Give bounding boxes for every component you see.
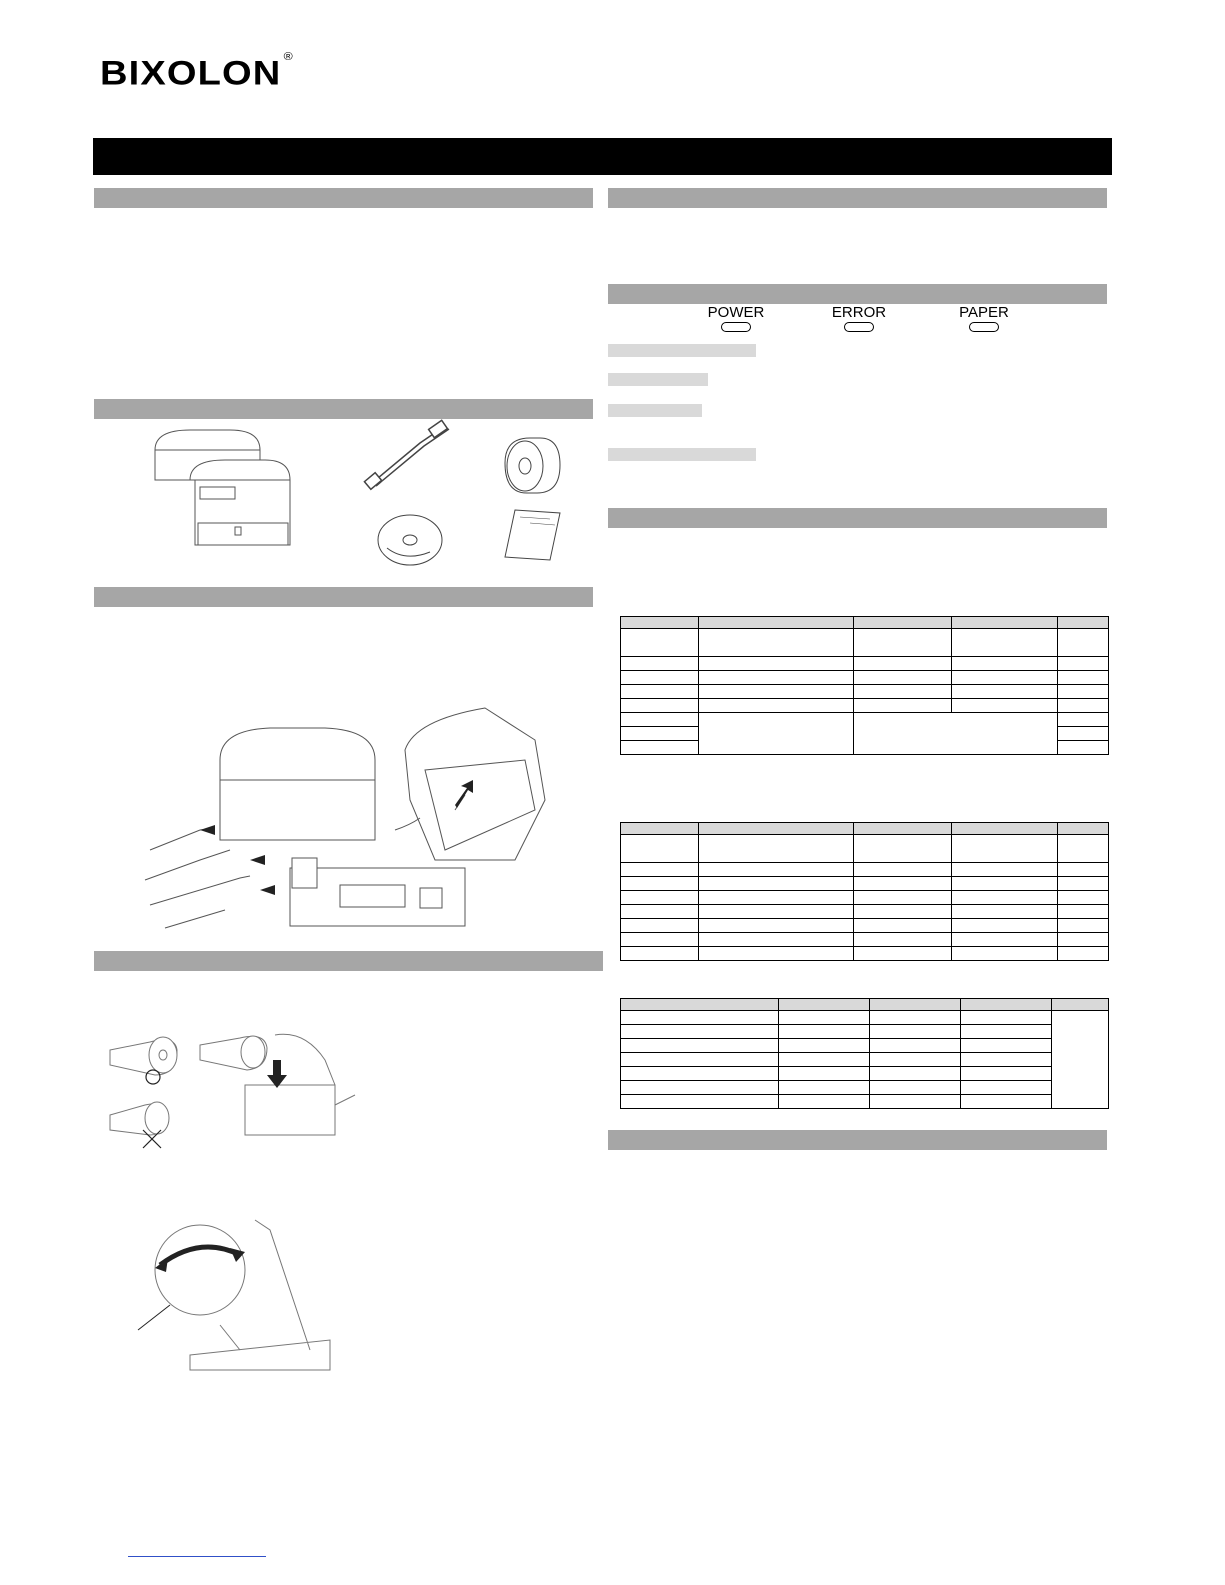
paper-roll-orientation-drawing	[105, 1020, 185, 1150]
printer-bottom-drawing	[395, 700, 555, 870]
section-header-contents	[94, 399, 593, 419]
dip-switch-table-3	[620, 998, 1109, 1109]
section-header-control-panel	[608, 284, 1107, 304]
brand-name: BIXOLON	[100, 54, 282, 93]
paper-led-icon	[969, 322, 999, 332]
led-subheader-4	[608, 448, 756, 461]
power-cord-icon	[360, 418, 460, 493]
paper-led-label: PAPER	[959, 304, 1009, 321]
document-title-bar	[93, 138, 1112, 175]
power-led-icon	[721, 322, 751, 332]
paper-width-adjust-drawing	[130, 1210, 340, 1370]
paper-roll-icon	[495, 433, 565, 498]
section-header-right-last	[608, 1130, 1107, 1150]
manual-booklet-icon	[500, 505, 565, 565]
section-header-right-1	[608, 188, 1107, 208]
led-subheader-1	[608, 344, 756, 357]
brand-logo	[100, 50, 294, 92]
registered-mark: ®	[283, 51, 294, 63]
paper-insertion-drawing	[195, 1020, 360, 1140]
power-led-group	[696, 305, 776, 332]
section-header-dip-switch	[608, 508, 1107, 528]
footer-link[interactable]	[128, 1556, 266, 1557]
error-led-label: ERROR	[831, 304, 887, 321]
led-subheader-2	[608, 373, 708, 386]
section-header-connecting	[94, 587, 593, 607]
section-header-left-1	[94, 188, 593, 208]
power-led-label: POWER	[707, 304, 765, 321]
cd-disc-icon	[375, 510, 445, 570]
dip-switch-table-2	[620, 822, 1109, 961]
dip-switch-table-1	[620, 616, 1109, 755]
section-header-paper	[94, 951, 603, 971]
led-subheader-3	[608, 404, 702, 417]
paper-led-group	[944, 305, 1024, 332]
printer-drawing-icon	[150, 425, 300, 555]
error-led-group	[819, 305, 899, 332]
error-led-icon	[844, 322, 874, 332]
